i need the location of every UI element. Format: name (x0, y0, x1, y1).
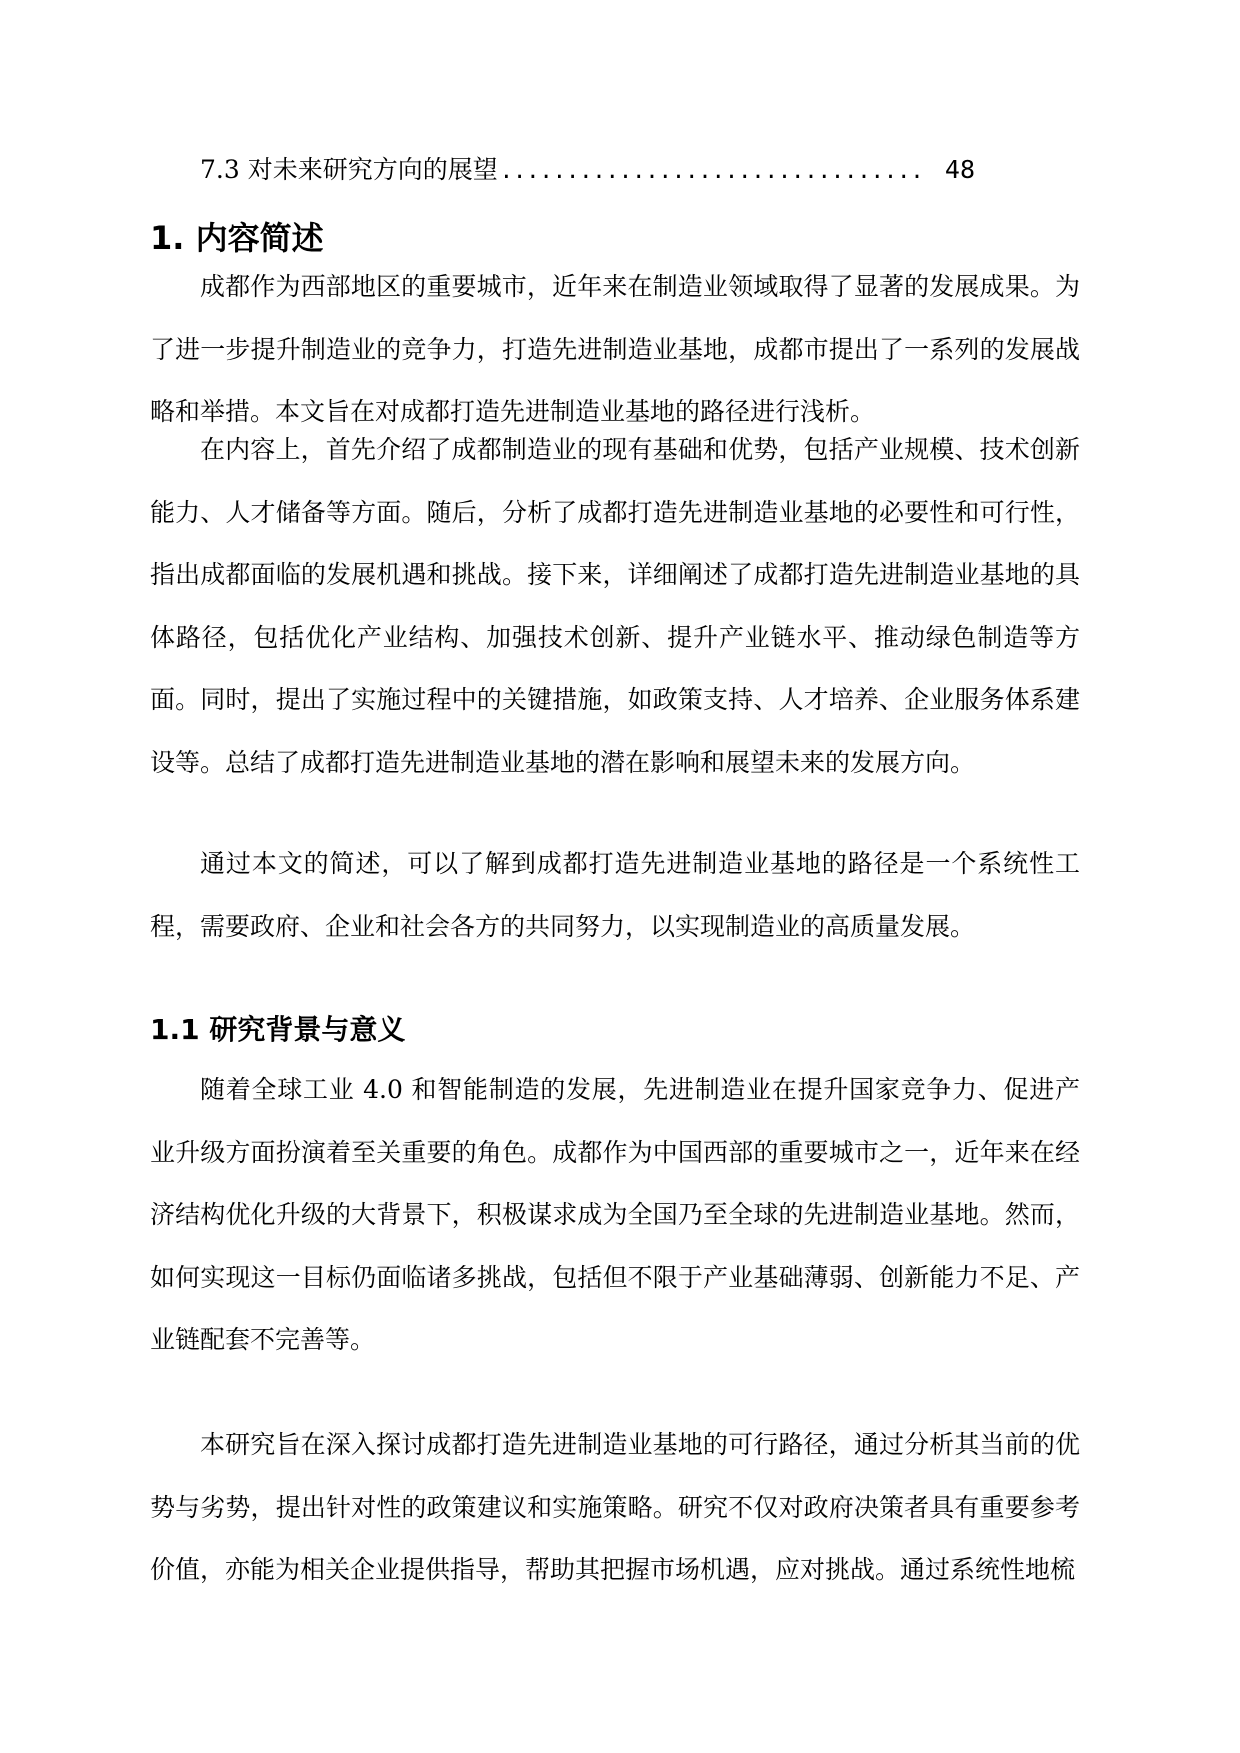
section-heading-1: 1. 内容简述 (150, 219, 324, 257)
section1-paragraph-3: 通过本文的简述，可以了解到成都打造先进制造业基地的路径是一个系统性工程，需要政府、企业和社会各方的共同努力，以实现制造业的高质量发展。 (150, 849, 1080, 941)
toc-entry[interactable] (200, 150, 975, 190)
toc-entry-title: 7.3 对未来研究方向的展望 (200, 155, 498, 184)
section1-1-paragraph-2: 本研究旨在深入探讨成都打造先进制造业基地的可行路径，通过分析其当前的优势与劣势，提出针对性的政策建议和实施策略。研究不仅对政府决策者具有重要参考价值，亦能为相关企业提供指导，帮助其把握市场机遇，应对挑战。通过系统性地梳 (150, 1430, 1080, 1585)
toc-leader-dots: ................................ (499, 159, 924, 184)
section1-paragraph-2: 在内容上，首先介绍了成都制造业的现有基础和优势，包括产业规模、技术创新能力、人才储备等方面。随后，分析了成都打造先进制造业基地的必要性和可行性，指出成都面临的发展机遇和挑战。接下来，详细阐述了成都打造先进制造业基地的具体路径，包括优化产业结构、加强技术创新、提升产业链水平、推动绿色制造等方面。同时，提出了实施过程中的关键措施，如政策支持、人才培养、企业服务体系建设等。总结了成都打造先进制造业基地的潜在影响和展望未来的发展方向。 (150, 435, 1080, 777)
section1-paragraph-1: 成都作为西部地区的重要城市，近年来在制造业领域取得了显著的发展成果。为了进一步提升制造业的竞争力，打造先进制造业基地，成都市提出了一系列的发展战略和举措。本文旨在对成都打造先进制造业基地的路径进行浅析。 (150, 272, 1080, 427)
toc-page-number: 48 (944, 155, 975, 184)
section1-1-paragraph-1: 随着全球工业 4.0 和智能制造的发展，先进制造业在提升国家竞争力、促进产业升级方面扮演着至关重要的角色。成都作为中国西部的重要城市之一，近年来在经济结构优化升级的大背景下，积极谋求成为全国乃至全球的先进制造业基地。然而，如何实现这一目标仍面临诸多挑战，包括但不限于产业基础薄弱、创新能力不足、产业链配套不完善等。 (150, 1075, 1080, 1355)
section-heading-1-1: 1.1 研究背景与意义 (150, 1013, 406, 1046)
